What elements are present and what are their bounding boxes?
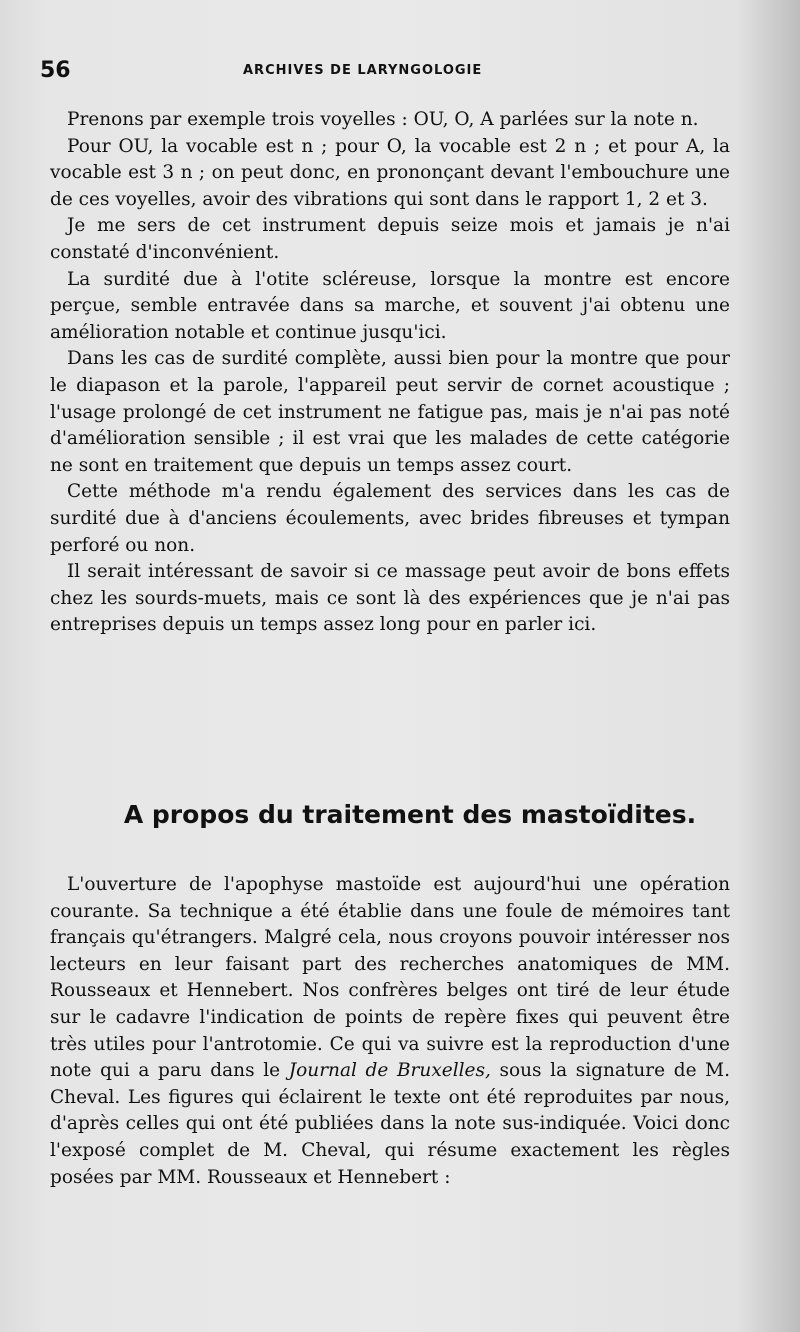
paragraph-ecoulements: Cette méthode m'a rendu également des services dans les cas de surdité due à d'anciens écoulements, avec brides fibreuses et tympan perforé ou non.	[50, 481, 730, 556]
paragraph-mastoide-part2: sous la signature de M. Cheval. Les figures qui éclairent le texte ont été reproduites par nous, d'après celles qui ont été publiées dans la note sus-indiquée. Voici donc l'exposé complet de M. Cheval, qui résume exactement les règles posées par MM. Rousseaux et Hennebert :	[50, 1060, 730, 1188]
paragraph-instrument: Je me sers de cet instrument depuis seize mois et jamais je n'ai constaté d'inconvénient.	[50, 215, 730, 263]
running-head: ARCHIVES DE LARYNGOLOGIE	[243, 63, 483, 78]
paragraph-mastoide-part1: L'ouverture de l'apophyse mastoïde est aujourd'hui une opération courante. Sa technique a été établie dans une foule de mémoires tant français qu'étrangers. Malgré cela, nous croyons pouvoir intéresser nos lecteurs en leur faisant part des recherches anatomiques de MM. Rousseaux et Hennebert. Nos confrères belges ont tiré de leur étude sur le cadavre l'indication de points de repère fixes qui peuvent être très utiles pour l'antrotomie. Ce qui va suivre est la reproduction d'une note qui a paru dans le	[50, 874, 730, 1082]
paragraph-mastoide	[50, 872, 730, 1191]
page-number: 56	[40, 58, 71, 83]
paragraph-vowels: Prenons par exemple trois voyelles : OU, O, A parlées sur la note n.	[67, 109, 699, 130]
paragraph-sourds-muets: Il serait intéressant de savoir si ce massage peut avoir de bons effets chez les sourds-muets, mais ce sont là des expériences que je n'ai pas entreprises depuis un temps assez long pour en parler ici.	[50, 561, 730, 636]
paragraph-vocable: Pour OU, la vocable est n ; pour O, la vocable est 2 n ; et pour A, la vocable est 3 n ; on peut donc, en prononçant devant l'embouchure une de ces voyelles, avoir des vibrations qui sont dans le rapport 1, 2 et 3.	[50, 135, 730, 210]
journal-title: Journal de Bruxelles,	[288, 1060, 491, 1082]
section-title: A propos du traitement des mastoïdites.	[123, 800, 697, 829]
page-header	[40, 58, 740, 90]
body-text-top	[50, 107, 730, 639]
paragraph-otite: La surdité due à l'otite scléreuse, lorsque la montre est encore perçue, semble entravée dans sa marche, et souvent j'ai obtenu une amélioration notable et continue jusqu'ici.	[50, 268, 730, 343]
paragraph-surdite-complete: Dans les cas de surdité complète, aussi bien pour la montre que pour le diapason et la parole, l'appareil peut servir de cornet acoustique ; l'usage prolongé de cet instrument ne fatigue pas, mais je n'ai pas noté d'amélioration sensible ; il est vrai que les malades de cette catégorie ne sont en traitement que depuis un temps assez court.	[50, 348, 730, 476]
body-text-section	[50, 872, 730, 1191]
